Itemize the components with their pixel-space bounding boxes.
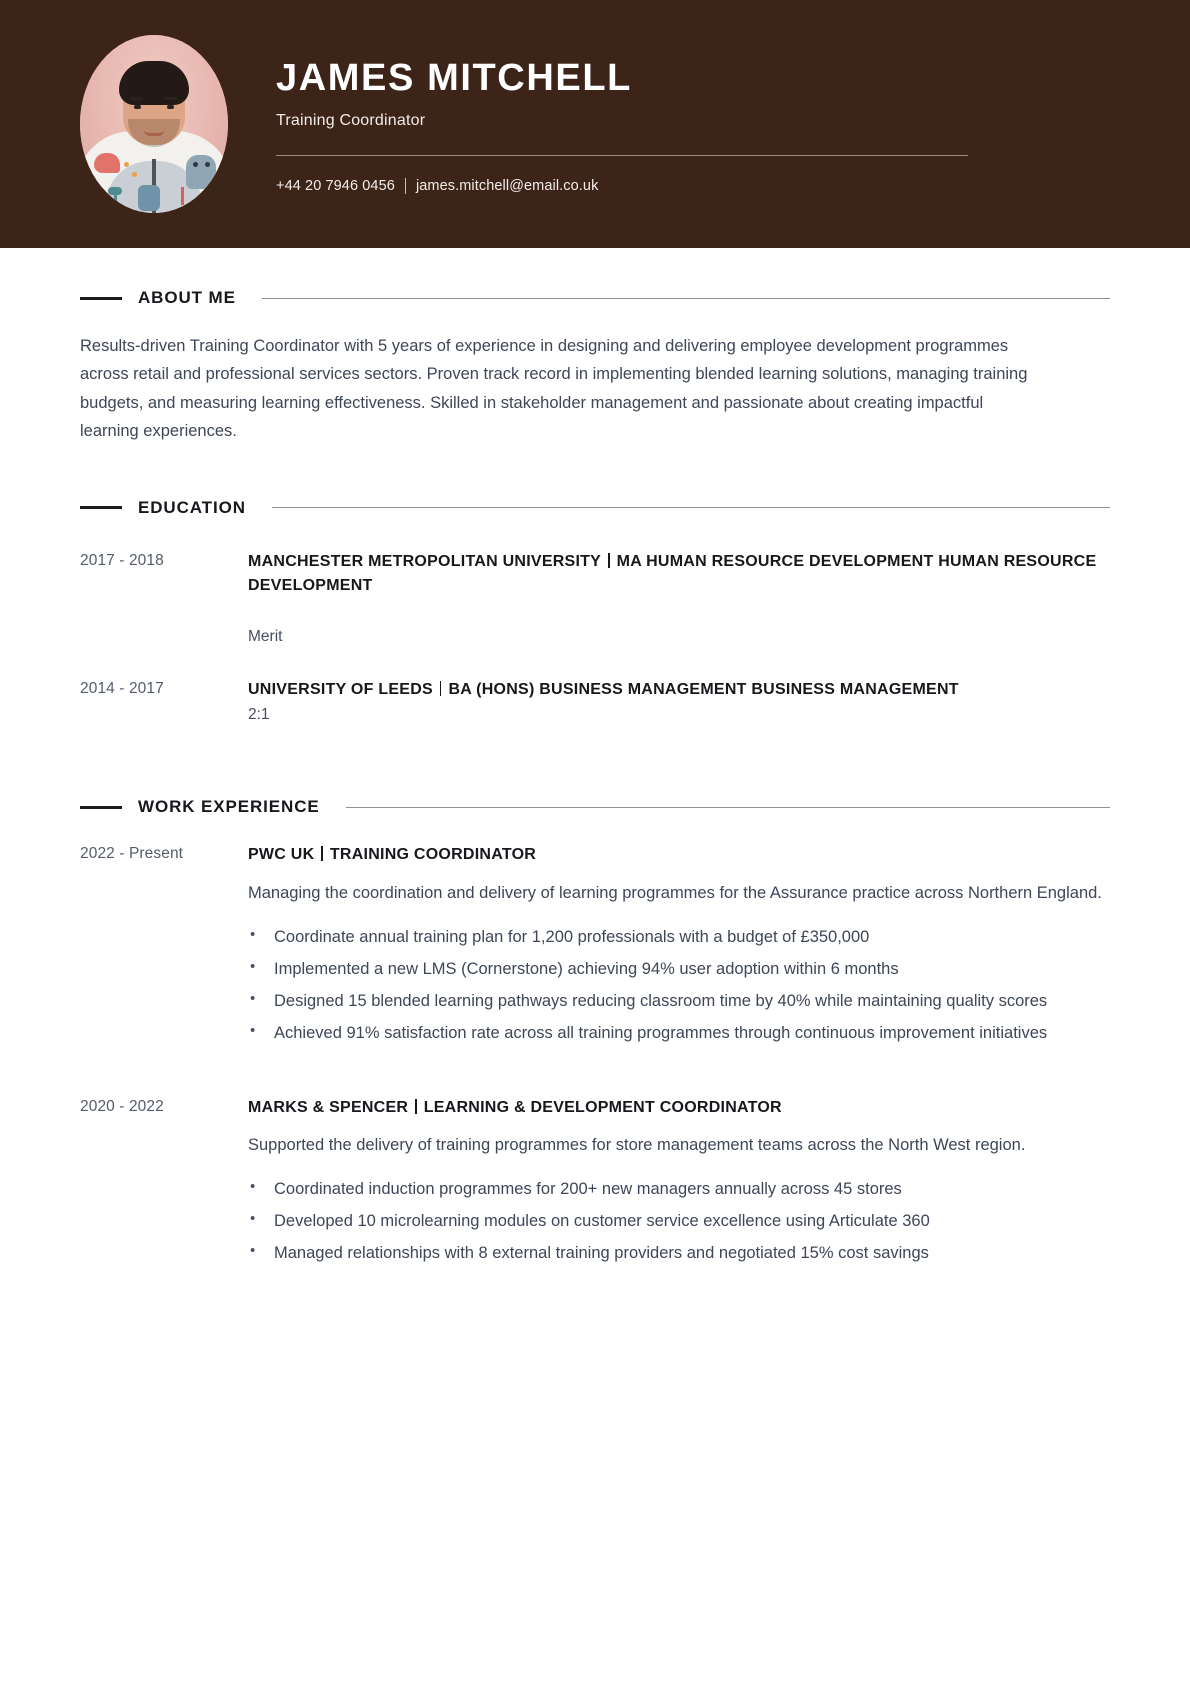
title-separator (440, 681, 442, 696)
title-separator (415, 1099, 417, 1114)
page-title: JAMES MITCHELL (276, 57, 632, 100)
education-grade: 2:1 (248, 705, 270, 723)
work-description: Managing the coordination and delivery of learning programmes for the Assurance practice across Northern England. (248, 884, 1102, 903)
avatar-mouth (144, 130, 164, 136)
section-header-work (80, 797, 1110, 817)
education-details (248, 550, 1110, 650)
avatar-eyebrow-right (164, 97, 177, 100)
list-item: • Coordinated induction programmes for 200+ new managers annually across 45 stores (248, 1175, 1110, 1203)
education-entry (80, 550, 1110, 650)
section-education (80, 498, 1110, 728)
work-title (248, 843, 1110, 868)
email-address[interactable]: james.mitchell@email.co.uk (415, 177, 599, 194)
section-dash-icon (80, 506, 122, 509)
avatar-eye-right (167, 105, 174, 109)
phone-number[interactable]: +44 20 7946 0456 (276, 177, 395, 194)
section-header-education (80, 498, 1110, 518)
education-title (248, 678, 1110, 703)
education-details (248, 678, 1110, 728)
title-separator (608, 553, 610, 568)
hoodie-motif-dot-1 (124, 162, 129, 167)
education-grade: Merit (248, 628, 283, 646)
contact-separator (405, 178, 406, 194)
list-item: • Developed 10 microlearning modules on customer service excellence using Articulate 360 (248, 1207, 1110, 1235)
hoodie-motif-dot-2 (132, 172, 137, 177)
section-about-me (80, 248, 1110, 446)
work-details (248, 1096, 1110, 1272)
work-company: PWC UK (248, 846, 315, 864)
section-rule (262, 298, 1110, 299)
section-rule (272, 507, 1110, 508)
header-info (276, 54, 968, 194)
work-dates: 2020 - 2022 (80, 1097, 164, 1115)
section-rule (346, 807, 1110, 808)
avatar-eyebrow-left (130, 97, 143, 100)
work-details (248, 843, 1110, 1051)
education-entry (80, 678, 1110, 728)
header-divider (276, 155, 968, 156)
work-role: LEARNING & DEVELOPMENT COORDINATOR (423, 1098, 782, 1116)
section-header-about (80, 288, 1110, 308)
hoodie-motif-block (138, 185, 160, 211)
section-title-work: WORK EXPERIENCE (138, 797, 320, 817)
work-bullet-list (248, 1175, 1110, 1267)
education-degree: BA (HONS) BUSINESS MANAGEMENT BUSINESS MANAGEMENT (448, 680, 959, 698)
list-item: • Achieved 91% satisfaction rate across all training programmes through continuous improvement initiatives (248, 1019, 1110, 1047)
education-degree: MA HUMAN RESOURCE DEVELOPMENT HUMAN RESOURCE DEVELOPMENT (248, 552, 1097, 595)
section-dash-icon (80, 806, 122, 809)
avatar-eye-left (134, 105, 141, 109)
hoodie-motif-leaf (108, 187, 122, 195)
work-title (248, 1096, 1110, 1121)
list-item: • Designed 15 blended learning pathways reducing classroom time by 40% while maintaining quality scores (248, 987, 1110, 1015)
resume-body (0, 248, 1190, 1272)
contact-info (276, 178, 968, 194)
work-entry (80, 1096, 1110, 1272)
work-description: Supported the delivery of training programmes for store management teams across the North West region. (248, 1136, 1026, 1155)
hoodie-motif-eye-1 (193, 162, 198, 167)
hoodie-motif-band (196, 197, 222, 207)
work-bullet-list (248, 923, 1110, 1047)
title-separator (321, 846, 323, 861)
education-dates: 2017 - 2018 (80, 551, 164, 569)
work-entry (80, 843, 1110, 1051)
avatar (80, 35, 228, 213)
section-work-experience (80, 797, 1110, 1271)
hoodie-motif-bird (94, 153, 120, 173)
section-title-about: ABOUT ME (138, 288, 236, 307)
hoodie-motif-creature (186, 155, 216, 189)
education-institution: MANCHESTER METROPOLITAN UNIVERSITY (248, 552, 602, 570)
list-item: • Managed relationships with 8 external training providers and negotiated 15% cost savings (248, 1239, 1110, 1267)
hoodie-motif-fern (181, 187, 184, 205)
hoodie-motif-eye-2 (205, 162, 210, 167)
work-dates: 2022 - Present (80, 845, 184, 863)
section-title-education: EDUCATION (138, 497, 246, 517)
work-role: TRAINING COORDINATOR (329, 846, 537, 864)
list-item: • Implemented a new LMS (Cornerstone) achieving 94% user adoption within 6 months (248, 955, 1110, 983)
section-dash-icon (80, 297, 122, 300)
resume-header (0, 0, 1190, 248)
education-title (248, 550, 1110, 600)
list-item: • Coordinate annual training plan for 1,200 professionals with a budget of £350,000 (248, 923, 1110, 951)
about-paragraph: Results-driven Training Coordinator with 5 years of experience in designing and delivering employee development programmes across retail and professional services sectors. Proven track record in implementing blended learning solutions, managing training budgets, and measuring learning effectiveness. Skilled in stakeholder management and passionate about creating impactful learning experiences. (80, 337, 1028, 441)
job-title: Training Coordinator (276, 111, 426, 129)
education-institution: UNIVERSITY OF LEEDS (248, 680, 433, 698)
work-company: MARKS & SPENCER (248, 1098, 409, 1116)
education-dates: 2014 - 2017 (80, 679, 164, 697)
